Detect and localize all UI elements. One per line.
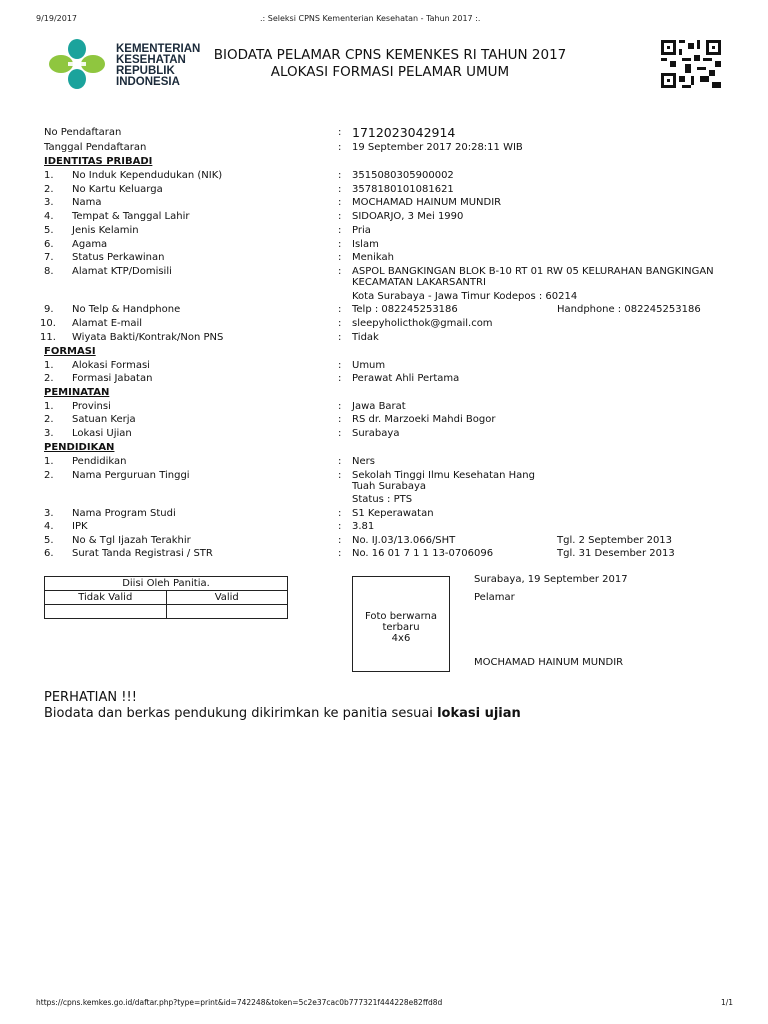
table-row (0, 359, 768, 373)
item-number: 6. (44, 548, 54, 559)
colon: : (338, 401, 342, 412)
table-row (0, 400, 768, 414)
field-value: Menikah (352, 252, 394, 263)
logo-line: REPUBLIK (116, 65, 175, 77)
signature-place-date: Surabaya, 19 September 2017 (474, 574, 628, 585)
field-label: Nama (72, 197, 102, 208)
field-value: ASPOL BANGKINGAN BLOK B-10 RT 01 RW 05 KELURAHAN BANGKINGAN (352, 266, 714, 277)
field-label: Status Perkawinan (72, 252, 165, 263)
section-heading-row (0, 441, 768, 455)
section-heading-pendidikan: PENDIDIKAN (44, 442, 115, 453)
colon: : (338, 266, 342, 277)
field-label: No & Tgl Ijazah Terakhir (72, 535, 191, 546)
table-row-continuation (0, 493, 768, 507)
registration-number: 1712023042914 (352, 125, 456, 140)
field-value: Perawat Ahli Pertama (352, 373, 460, 384)
section-heading-row (0, 345, 768, 359)
colon: : (338, 428, 342, 439)
colon: : (338, 318, 342, 329)
field-label: Satuan Kerja (72, 414, 136, 425)
field-label: Alamat KTP/Domisili (72, 266, 172, 277)
colon: : (338, 521, 342, 532)
committee-validation-table (44, 576, 288, 619)
notice-title: PERHATIAN !!! (44, 690, 137, 705)
table-row (0, 413, 768, 427)
table-row-continuation (0, 276, 768, 290)
field-label: Jenis Kelamin (72, 225, 139, 236)
field-label: IPK (72, 521, 88, 532)
print-date: 9/19/2017 (36, 14, 78, 23)
signature-name: MOCHAMAD HAINUM MUNDIR (474, 657, 624, 668)
item-number: 3. (44, 508, 54, 519)
table-row (0, 547, 768, 561)
colon: : (338, 535, 342, 546)
colon: : (338, 508, 342, 519)
section-heading-row (0, 386, 768, 400)
item-number: 1. (44, 401, 54, 412)
item-number: 1. (44, 456, 54, 467)
item-number: 6. (44, 239, 54, 250)
field-label: Surat Tanda Registrasi / STR (72, 548, 213, 559)
document-subtitle: ALOKASI FORMASI PELAMAR UMUM (270, 64, 510, 80)
committee-header: Diisi Oleh Panitia. (45, 577, 288, 591)
photo-caption-line: 4x6 (391, 633, 411, 644)
item-number: 2. (44, 414, 54, 425)
table-row (0, 520, 768, 534)
registration-date-row (0, 141, 768, 155)
field-value: RS dr. Marzoeki Mahdi Bogor (352, 414, 496, 425)
committee-col-invalid: Tidak Valid (45, 591, 167, 605)
qr-code-icon (661, 40, 721, 88)
notice-emphasis: lokasi ujian (437, 706, 521, 721)
field-label: No Kartu Keluarga (72, 184, 163, 195)
logo-line: KESEHATAN (116, 54, 186, 66)
item-number: 9. (44, 304, 54, 315)
field-label: No Telp & Handphone (72, 304, 181, 315)
field-value: No. 16 01 7 1 1 13-0706096 (352, 548, 494, 559)
colon: : (338, 252, 342, 263)
table-row (0, 238, 768, 252)
colon: : (338, 548, 342, 559)
table-row-continuation (0, 290, 768, 304)
section-heading-identitas: IDENTITAS PRIBADI (44, 156, 153, 167)
field-value: 3.81 (352, 521, 375, 532)
item-number: 1. (44, 170, 54, 181)
item-number: 4. (44, 521, 54, 532)
photo-caption-line: terbaru (382, 622, 420, 633)
colon: : (338, 360, 342, 371)
item-number: 11. (40, 332, 56, 343)
field-label: No Pendaftaran (44, 127, 122, 138)
table-row (0, 196, 768, 210)
field-value: Islam (352, 239, 379, 250)
field-label: Formasi Jabatan (72, 373, 153, 384)
registration-date: 19 September 2017 20:28:11 WIB (352, 142, 523, 153)
field-value-secondary: Handphone : 082245253186 (557, 304, 701, 315)
field-value: sleepyholicthok@gmail.com (352, 318, 493, 329)
field-value: KECAMATAN LAKARSANTRI (352, 277, 486, 288)
colon: : (338, 239, 342, 250)
field-value: Surabaya (352, 428, 400, 439)
field-label: Tempat & Tanggal Lahir (72, 211, 190, 222)
item-number: 1. (44, 360, 54, 371)
field-value: MOCHAMAD HAINUM MUNDIR (352, 197, 502, 208)
logo-wordmark (116, 44, 200, 88)
field-label: Nama Program Studi (72, 508, 176, 519)
item-number: 7. (44, 252, 54, 263)
document-title: BIODATA PELAMAR CPNS KEMENKES RI TAHUN 2017 (213, 47, 567, 63)
notice-body (44, 706, 521, 721)
colon: : (338, 142, 342, 153)
logo-line: INDONESIA (116, 76, 180, 88)
field-value: Tuah Surabaya (352, 481, 427, 492)
table-row (0, 303, 768, 317)
table-row (0, 534, 768, 548)
committee-col-valid: Valid (166, 591, 288, 605)
colon: : (338, 211, 342, 222)
field-value: SIDOARJO, 3 Mei 1990 (352, 211, 464, 222)
field-value-secondary: Tgl. 2 September 2013 (557, 535, 673, 546)
signature-role: Pelamar (474, 592, 515, 603)
item-number: 2. (44, 470, 54, 481)
table-row-continuation (0, 480, 768, 494)
field-label: Alokasi Formasi (72, 360, 150, 371)
field-label: No Induk Kependudukan (NIK) (72, 170, 223, 181)
colon: : (338, 456, 342, 467)
table-row (0, 455, 768, 469)
registration-number-row (0, 126, 768, 140)
item-number: 5. (44, 535, 54, 546)
table-row (0, 210, 768, 224)
item-number: 2. (44, 184, 54, 195)
field-value: Pria (352, 225, 371, 236)
colon: : (338, 197, 342, 208)
field-label: Nama Perguruan Tinggi (72, 470, 190, 481)
table-row (0, 317, 768, 331)
colon: : (338, 414, 342, 425)
item-number: 2. (44, 373, 54, 384)
field-value: 3578180101081621 (352, 184, 454, 195)
colon: : (338, 225, 342, 236)
field-value-secondary: Tgl. 31 Desember 2013 (557, 548, 675, 559)
table-row (0, 372, 768, 386)
table-row (0, 224, 768, 238)
field-value: Jawa Barat (352, 401, 406, 412)
table-row (0, 251, 768, 265)
field-label: Wiyata Bakti/Kontrak/Non PNS (72, 332, 224, 343)
notice-text: Biodata dan berkas pendukung dikirimkan ke panitia sesuai (44, 706, 433, 721)
field-value: 3515080305900002 (352, 170, 454, 181)
print-url: https://cpns.kemkes.go.id/daftar.php?type=print&id=742248&token=5c2e37cac0b777321f444228e82ffd8d (36, 998, 443, 1007)
colon: : (338, 127, 342, 138)
table-row (0, 427, 768, 441)
field-value: Status : PTS (352, 494, 413, 505)
kemenkes-logo-icon (46, 38, 108, 90)
field-value: Kota Surabaya - Jawa Timur Kodepos : 60214 (352, 291, 578, 302)
item-number: 8. (44, 266, 54, 277)
colon: : (338, 332, 342, 343)
logo-line: KEMENTERIAN (116, 43, 201, 55)
field-value: S1 Keperawatan (352, 508, 434, 519)
item-number: 4. (44, 211, 54, 222)
colon: : (338, 184, 342, 195)
field-label: Pendidikan (72, 456, 127, 467)
item-number: 5. (44, 225, 54, 236)
field-value: No. IJ.03/13.066/SHT (352, 535, 456, 546)
table-row (0, 507, 768, 521)
field-label: Tanggal Pendaftaran (44, 142, 147, 153)
photo-placeholder (352, 576, 450, 672)
field-label: Provinsi (72, 401, 111, 412)
committee-cell-valid (166, 605, 288, 619)
item-number: 3. (44, 197, 54, 208)
field-label: Alamat E-mail (72, 318, 143, 329)
field-value: Ners (352, 456, 375, 467)
item-number: 3. (44, 428, 54, 439)
section-heading-formasi: FORMASI (44, 346, 96, 357)
photo-caption-line: Foto berwarna (364, 611, 438, 622)
field-label: Agama (72, 239, 108, 250)
field-value: Umum (352, 360, 386, 371)
colon: : (338, 170, 342, 181)
item-number: 10. (40, 318, 56, 329)
committee-cell-invalid (45, 605, 167, 619)
colon: : (338, 373, 342, 384)
field-label: Lokasi Ujian (72, 428, 132, 439)
field-value: Sekolah Tinggi Ilmu Kesehatan Hang (352, 470, 535, 481)
table-row (0, 183, 768, 197)
section-heading-peminatan: PEMINATAN (44, 387, 110, 398)
colon: : (338, 304, 342, 315)
print-page-count: 1/1 (721, 998, 734, 1007)
section-heading-row (0, 155, 768, 169)
colon: : (338, 470, 342, 481)
print-page-title: .: Seleksi CPNS Kementerian Kesehatan - Tahun 2017 :. (260, 14, 481, 23)
table-row (0, 169, 768, 183)
field-value: Tidak (352, 332, 379, 343)
table-row (0, 331, 768, 345)
field-value: Telp : 082245253186 (352, 304, 458, 315)
